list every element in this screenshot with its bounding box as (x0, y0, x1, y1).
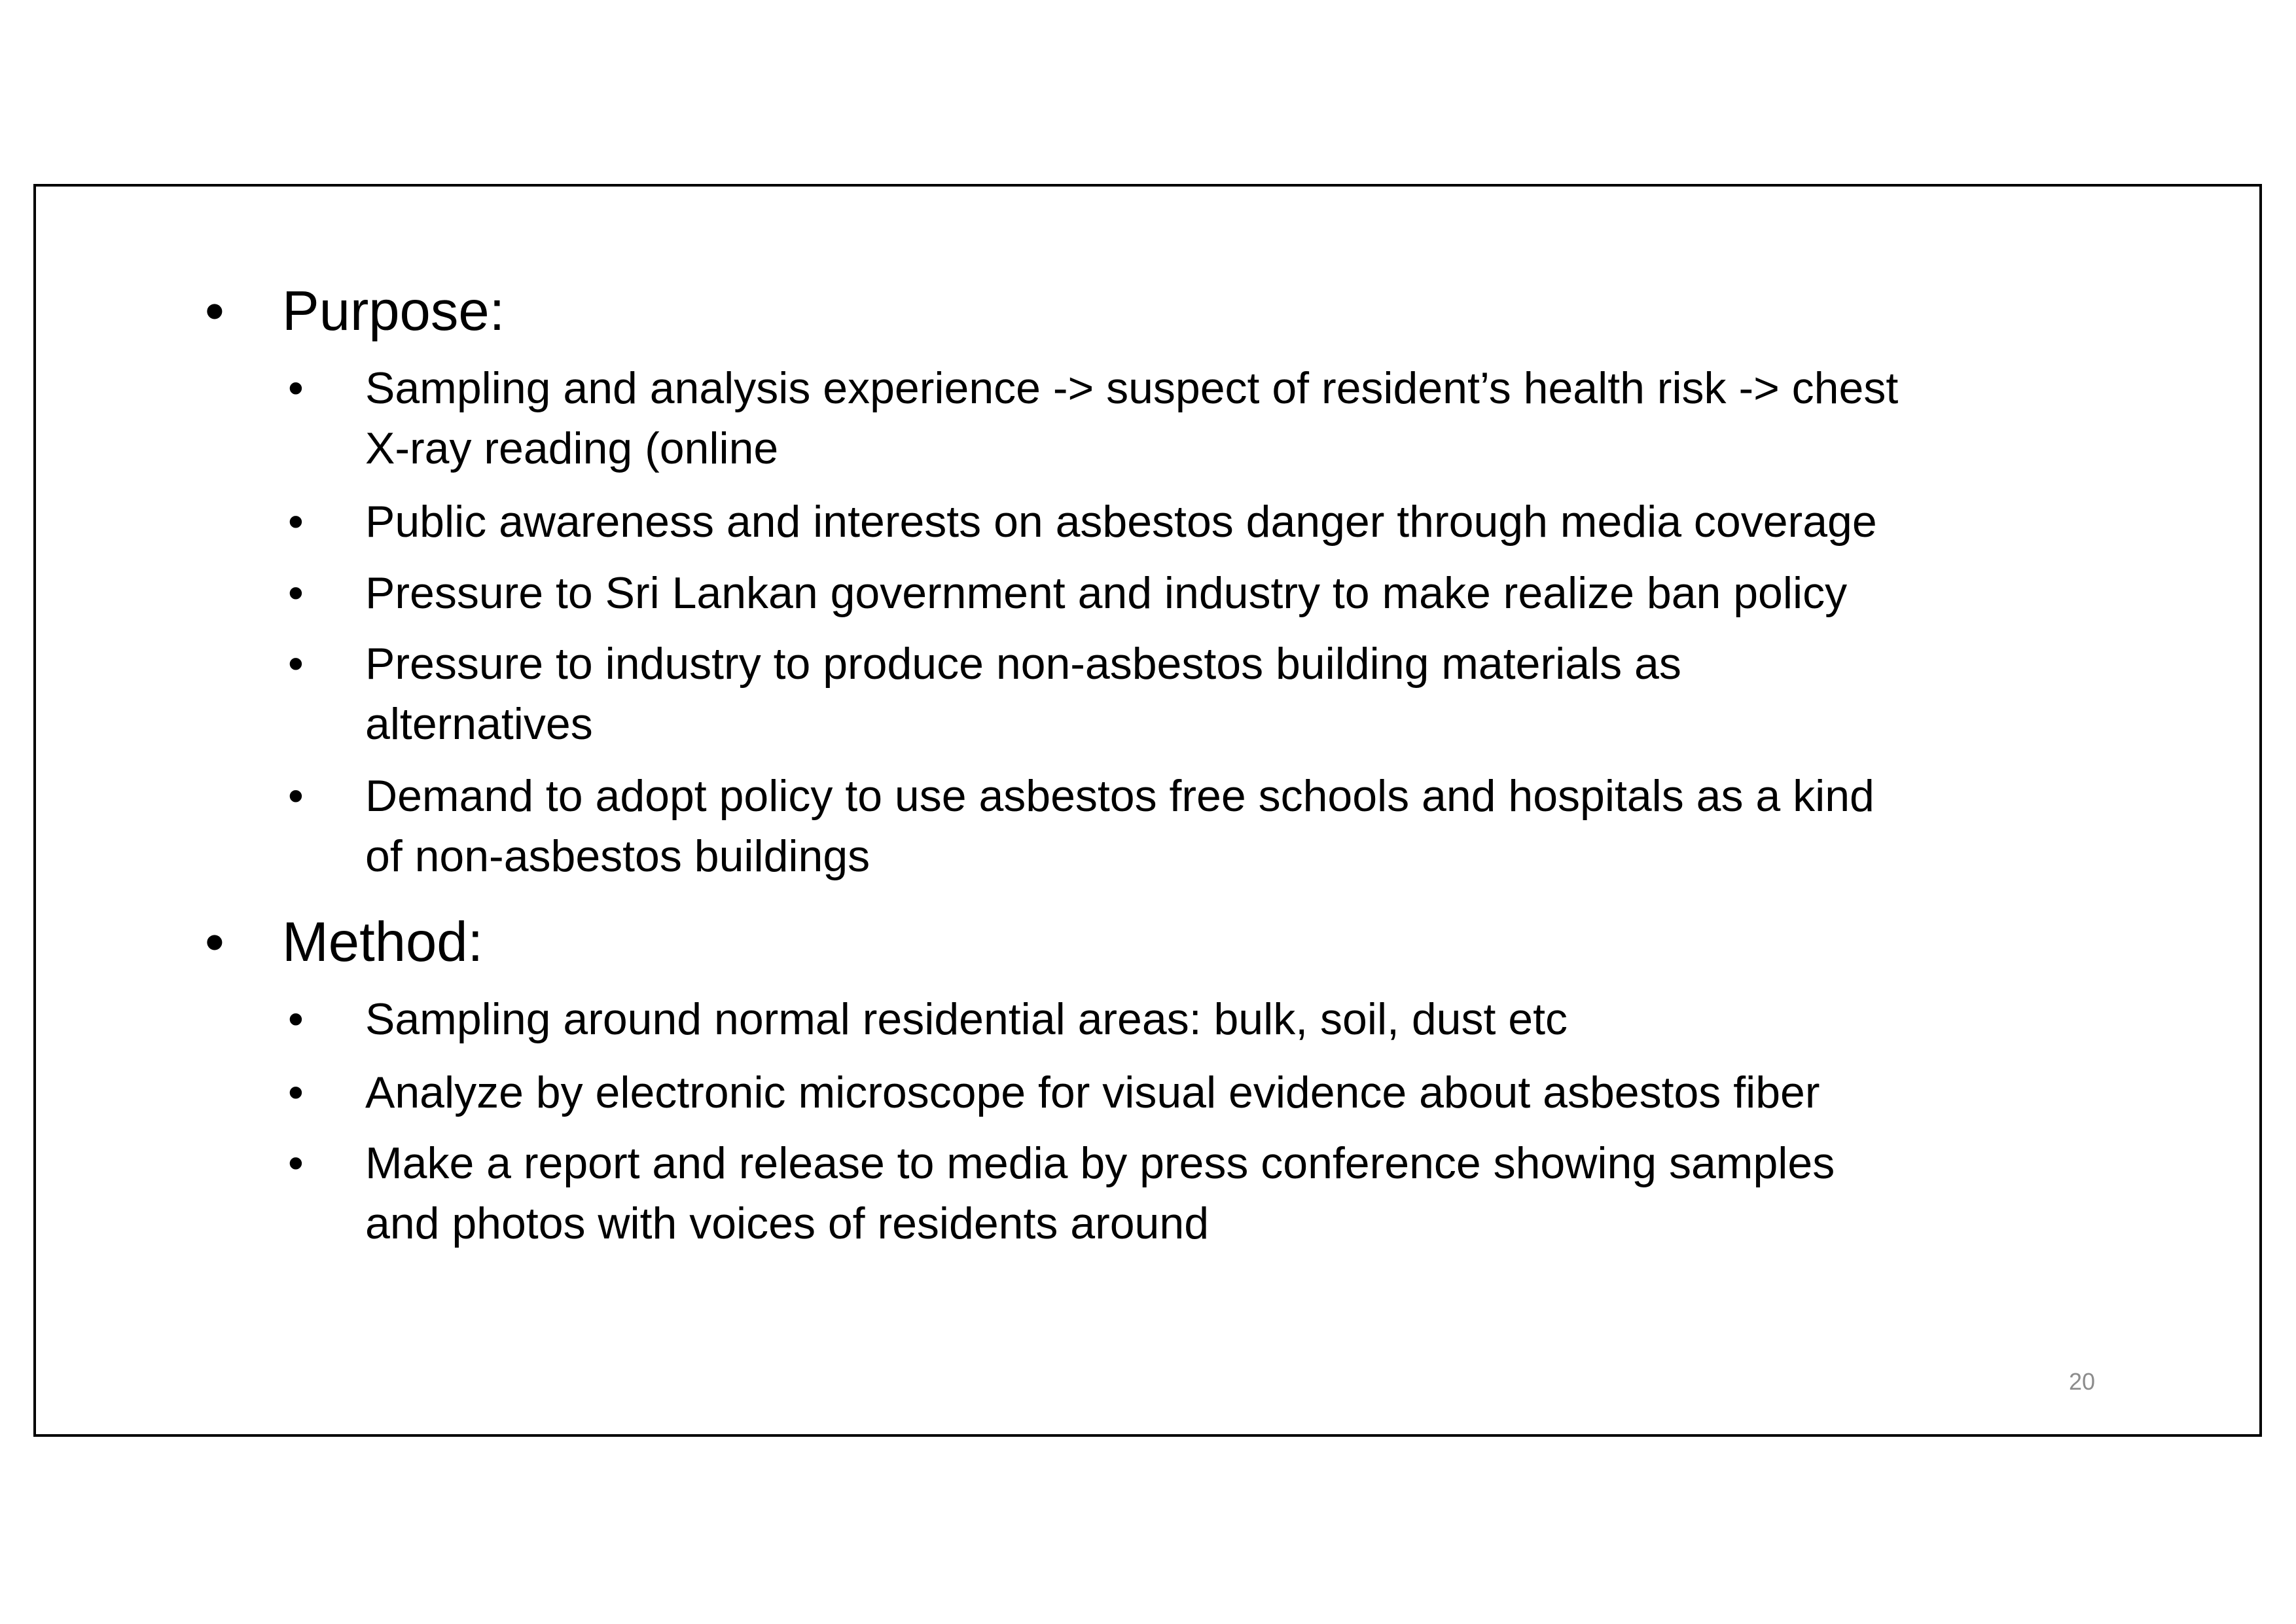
list-item-text: Sampling around normal residential areas: bulk, soil, dust etc (365, 994, 1568, 1044)
heading-method-text: Method: (282, 911, 484, 973)
list-item-text: Public awareness and interests on asbestos danger through media coverage (365, 497, 1877, 547)
bullet-icon: • (288, 497, 304, 547)
list-item-text: Pressure to industry to produce non-asbestos building materials as alternatives (365, 639, 1681, 749)
bullet-icon: • (205, 911, 224, 973)
bullet-icon: • (288, 363, 304, 413)
list-item-text: Pressure to Sri Lankan government and industry to make realize ban policy (365, 568, 1848, 618)
page-number: 20 (2069, 1368, 2096, 1395)
list-item-text: Make a report and release to media by press conference showing samples and photos with voices of residents around (365, 1138, 1835, 1248)
bullet-icon: • (288, 1138, 304, 1188)
bullet-icon: • (205, 280, 224, 342)
bullet-icon: • (288, 1068, 304, 1117)
list-item-text: Analyze by electronic microscope for visual evidence about asbestos fiber (365, 1068, 1820, 1117)
list-item-text: Demand to adopt policy to use asbestos free schools and hospitals as a kind of non-asbestos buildings (365, 771, 1874, 881)
heading-purpose-text: Purpose: (282, 280, 505, 342)
bullet-icon: • (288, 994, 304, 1044)
bullet-icon: • (288, 568, 304, 618)
slide-content (36, 187, 2259, 1434)
slide-frame (33, 184, 2262, 1437)
list-item-text: Sampling and analysis experience -> suspect of resident’s health risk -> chest X-ray reading (online (365, 363, 1899, 473)
bullet-icon: • (288, 771, 304, 821)
bullet-icon: • (288, 639, 304, 689)
